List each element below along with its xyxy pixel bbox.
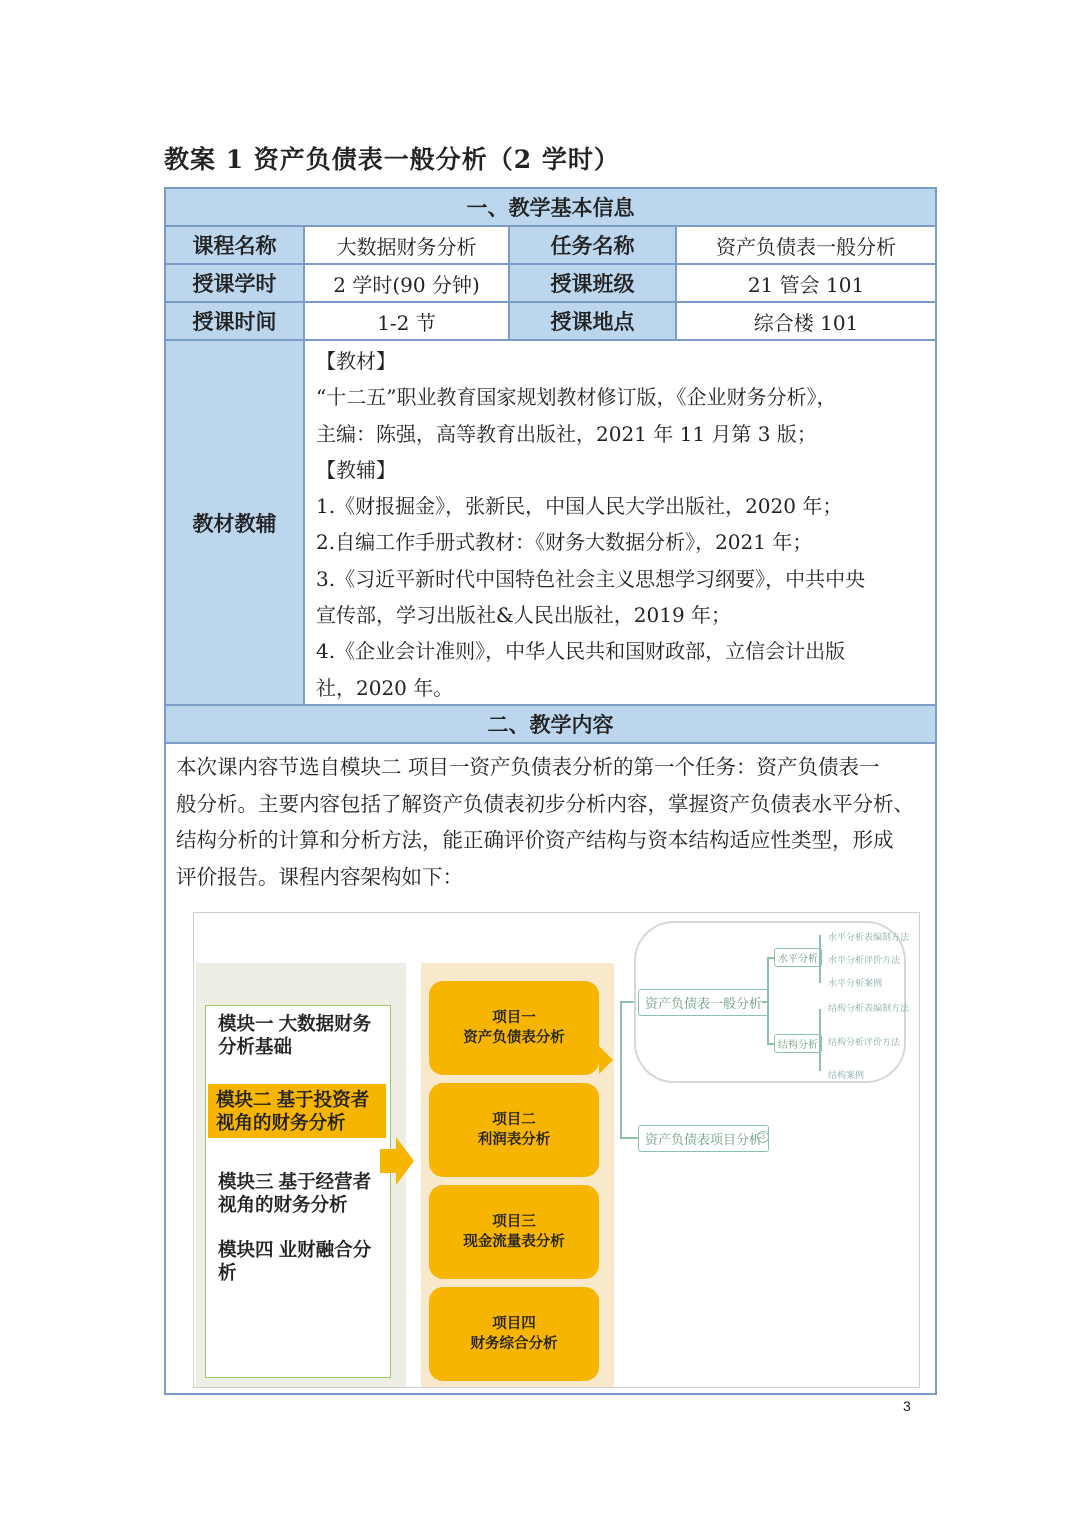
mm-connector [620, 1001, 622, 1139]
module-1: 模块一 大数据财务分析基础 [218, 1013, 372, 1057]
module-4: 模块四 业财融合分析 [218, 1239, 372, 1283]
project-2 [429, 1083, 599, 1177]
task-name-value: 资产负债表一般分析 [677, 227, 935, 265]
materials-label: 教材教辅 [166, 341, 305, 706]
class-label: 授课班级 [510, 265, 677, 303]
module-2-active: 模块二 基于投资者视角的财务分析 [208, 1084, 386, 1138]
time-label: 授课时间 [166, 303, 305, 341]
task-name-label: 任务名称 [510, 227, 677, 265]
collapse-badge-icon: 3 [757, 1131, 769, 1143]
module-3: 模块三 基于经营者视角的财务分析 [218, 1171, 372, 1215]
intro-line: 结构分析的计算和分析方法，能正确评价资产结构与资本结构适应性类型，形成 [176, 828, 894, 852]
materials-line: 3.《习近平新时代中国特色社会主义思想学习纲要》，中共中央 [316, 566, 866, 591]
hours-label: 授课学时 [166, 265, 305, 303]
mindmap-main-node: 资产负债表一般分析 [638, 989, 769, 1016]
place-value: 综合楼 101 [677, 303, 935, 341]
mindmap-horizontal-node: 水平分析 [774, 948, 822, 967]
materials-line: “十二五”职业教育国家规划教材修订版，《企业财务分析》， [316, 385, 837, 410]
section-header-basic-info: 一、教学基本信息 [166, 189, 935, 227]
materials-line: 4.《企业会计准则》，中华人民共和国财政部，立信会计出版 [316, 639, 846, 664]
page-title: 教案 1 资产负债表一般分析（2 学时） [164, 145, 620, 174]
time-value: 1-2 节 [305, 303, 510, 341]
materials-line: 宣传部，学习出版社&人民出版社，2019 年； [316, 603, 732, 628]
materials-text [316, 343, 936, 706]
intro-line: 本次课内容节选自模块二 项目一资产负债表分析的第一个任务：资产负债表一 [176, 755, 880, 779]
mm-connector [819, 935, 821, 983]
class-value: 21 管会 101 [677, 265, 935, 303]
mindmap-structure-node: 结构分析 [774, 1034, 822, 1053]
project-4 [429, 1287, 599, 1381]
content-intro [176, 749, 930, 895]
mindmap-second-node: 资产负债表项目分析 [638, 1125, 769, 1152]
materials-line: 主编：陈强，高等教育出版社，2021 年 11 月第 3 版； [316, 421, 817, 446]
materials-line: 社，2020 年。 [316, 675, 454, 700]
materials-line: 【教材】 [316, 349, 396, 373]
place-label: 授课地点 [510, 303, 677, 341]
mindmap-h-item: 水平分析案例 [828, 978, 883, 988]
mm-connector [620, 1137, 638, 1139]
project-1-number: 项目一 [492, 1010, 536, 1026]
course-name-label: 课程名称 [166, 227, 305, 265]
project-4-number: 项目四 [492, 1316, 536, 1332]
project-4-title: 财务综合分析 [470, 1336, 558, 1352]
project-1 [429, 981, 599, 1075]
mindmap-s-item: 结构分析表编制方法 [828, 1003, 910, 1013]
materials-line: 【教辅】 [316, 457, 396, 482]
project-2-title: 利润表分析 [477, 1132, 551, 1148]
intro-line: 般分析。主要内容包括了解资产负债表初步分析内容，掌握资产负债表水平分析、 [176, 791, 914, 816]
project-3-number: 项目三 [492, 1214, 536, 1230]
project-3 [429, 1185, 599, 1279]
materials-line: 1.《财报掘金》，张新民，中国人民大学出版社，2020 年； [316, 494, 843, 519]
project-arrow-icon [599, 1046, 613, 1074]
projects-column [421, 963, 614, 1387]
course-name-value: 大数据财务分析 [305, 227, 510, 265]
mm-connector [819, 1009, 821, 1071]
project-3-title: 现金流量表分析 [463, 1234, 565, 1250]
hours-value: 2 学时(90 分钟) [305, 265, 510, 303]
intro-line: 评价报告。课程内容架构如下： [176, 864, 463, 889]
mm-connector [767, 957, 769, 1045]
module-arrow-icon [396, 1137, 414, 1185]
project-1-title: 资产负债表分析 [463, 1030, 565, 1046]
modules-column [196, 963, 406, 1387]
course-structure-diagram [193, 912, 920, 1388]
materials-line: 2.自编工作手册式教材：《财务大数据分析》，2021 年； [316, 530, 813, 555]
mindmap-h-item: 水平分析评价方法 [828, 955, 901, 965]
mindmap-s-item: 结构案例 [828, 1070, 865, 1080]
modules-box [205, 1005, 391, 1378]
mindmap-h-item: 水平分析表编制方法 [828, 932, 910, 942]
section-header-content: 二、教学内容 [166, 706, 935, 744]
mindmap-s-item: 结构分析评价方法 [828, 1037, 901, 1047]
project-2-number: 项目二 [492, 1112, 536, 1128]
page-number: 3 [903, 1398, 911, 1414]
